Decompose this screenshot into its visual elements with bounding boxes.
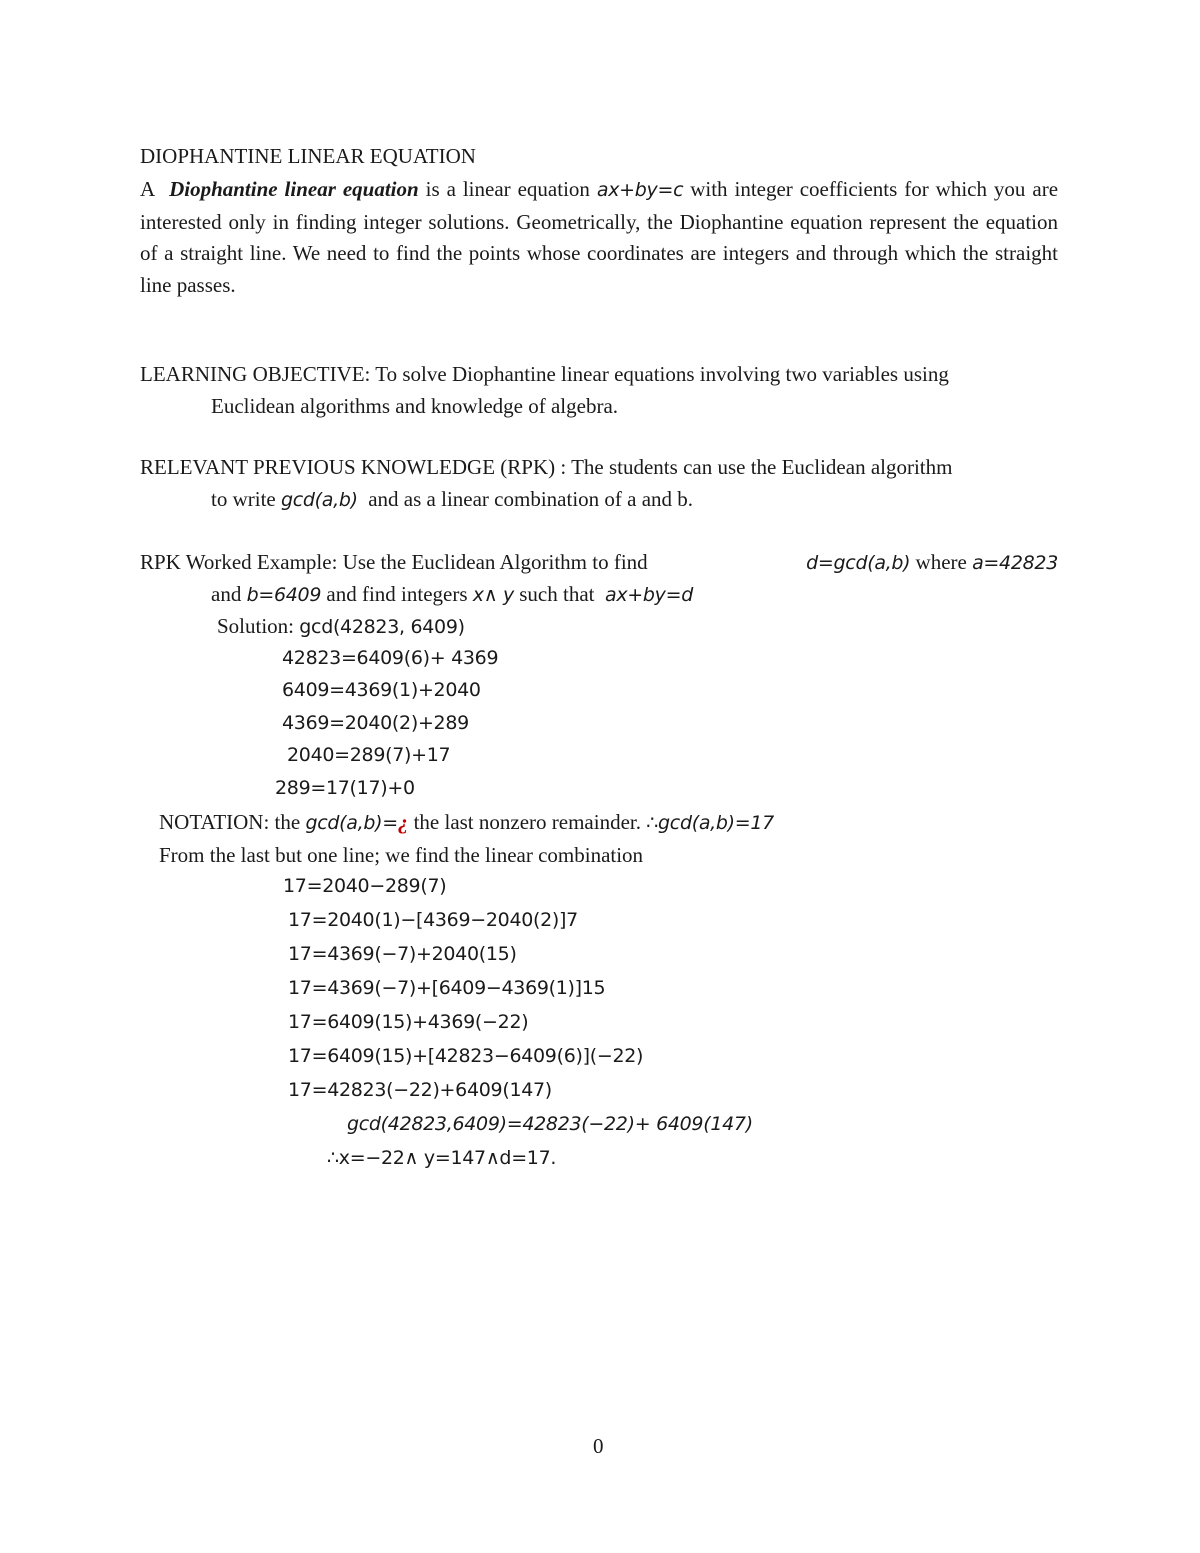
page-number: 0 — [593, 1434, 604, 1458]
final-gcd: gcd(42823,6409)=42823(−22)+ 6409(147) — [347, 1113, 753, 1135]
euclid-step: 42823=6409(6)+ 4369 — [282, 647, 499, 669]
euclid-step: 6409=4369(1)+2040 — [282, 679, 481, 701]
example-eq-a: a=42823 — [972, 552, 1058, 574]
intro-paragraph — [140, 174, 1058, 301]
combo-step: 17=2040(1)−[4369−2040(2)]7 — [288, 909, 578, 931]
intro-text-2: with integer coefficients for which you are interested only in finding integer solutions. Geometrically, the Diophantine equation represent the equation of a straight line. We need to find the points whose coordinates are integers and through which the straight line passes. — [140, 177, 1059, 297]
example-eq-group — [806, 552, 1058, 573]
euclid-step: 4369=2040(2)+289 — [282, 712, 469, 734]
euclid-step: 2040=289(7)+17 — [287, 744, 451, 766]
example-eq-xy: x∧ y — [472, 584, 514, 606]
combo-step: 17=42823(−22)+6409(147) — [288, 1079, 552, 1101]
final-answer: ∴x=−22∧ y=147∧d=17. — [327, 1147, 557, 1169]
example-text-integers: and find integers — [326, 582, 468, 606]
combo-step: 17=4369(−7)+2040(15) — [288, 943, 517, 965]
rpk-gcd: gcd(a,b) — [280, 489, 358, 511]
example-eq-axby: ax+by=d — [604, 584, 693, 606]
objective-line-1: LEARNING OBJECTIVE: To solve Diophantine linear equations involving two variables using — [140, 362, 949, 386]
intro-equation: ax+by=c — [596, 179, 684, 201]
solution-eq: gcd(42823, 6409) — [299, 616, 465, 638]
rpk-text-a: to write — [211, 487, 276, 511]
notation-therefore: ∴gcd(a,b)=17 — [646, 812, 774, 834]
rpk-text-b: and as a linear combination of a and b. — [368, 487, 694, 511]
euclid-step: 289=17(17)+0 — [275, 777, 415, 799]
objective-line-2: Euclidean algorithms and knowledge of algebra. — [211, 394, 619, 418]
combo-step: 17=6409(15)+4369(−22) — [288, 1011, 529, 1033]
notation-gcd: gcd(a,b)= — [305, 812, 398, 834]
rpk-line-1: RELEVANT PREVIOUS KNOWLEDGE (RPK) : The students can use the Euclidean algorithm — [140, 455, 953, 479]
example-text-a: RPK Worked Example: Use the Euclidean Algorithm to find — [140, 550, 648, 574]
rpk-line-2 — [211, 489, 693, 510]
example-line-2 — [211, 584, 693, 605]
notation-text-a: NOTATION: the — [159, 810, 301, 834]
notation-line — [159, 812, 774, 833]
intro-text-1: is a linear equation — [425, 177, 590, 201]
combo-step: 17=4369(−7)+[6409−4369(1)]15 — [288, 977, 606, 999]
notation-text-b: the last nonzero remainder. — [413, 810, 641, 834]
example-text-such-that: such that — [519, 582, 595, 606]
combo-step: 17=6409(15)+[42823−6409(6)](−22) — [288, 1045, 644, 1067]
notation-red-mark: ¿ — [397, 810, 409, 834]
solution-label: Solution: — [217, 614, 295, 638]
intro-article: A — [140, 177, 156, 201]
example-line-1 — [140, 552, 1058, 573]
example-text-where: where — [915, 550, 967, 574]
combo-step: 17=2040−289(7) — [283, 875, 447, 897]
intro-term: Diophantine linear equation — [169, 177, 419, 201]
example-text-and: and — [211, 582, 242, 606]
solution-line — [217, 616, 465, 637]
from-line: From the last but one line; we find the linear combination — [159, 843, 644, 867]
document-heading: DIOPHANTINE LINEAR EQUATION — [140, 144, 476, 168]
example-eq-b: b=6409 — [246, 584, 322, 606]
example-eq-d: d=gcd(a,b) — [806, 552, 911, 574]
